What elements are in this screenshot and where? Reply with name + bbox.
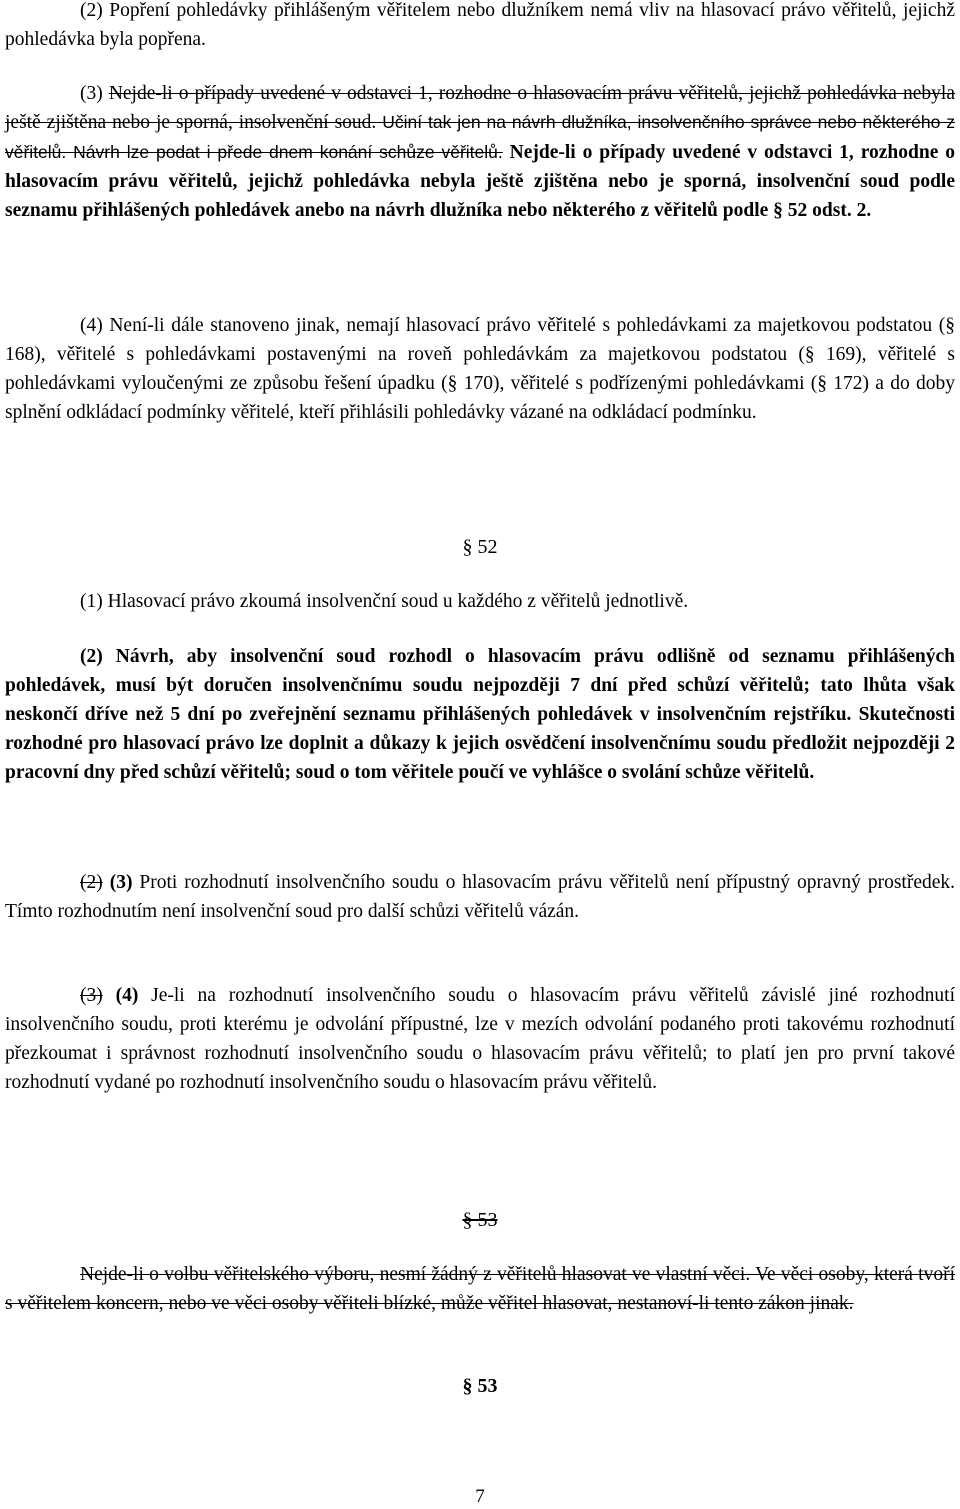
inserted-text: Nejde-li o případy uvedené v odstavci 1, rozhodne o hlasovacím právu věřitelů, jejichž pohledávka nebyla ještě zjištěna nebo je sporná, insolvenční soud podle seznamu přihlášených pohledávek anebo na návrh dlužníka nebo některého z věřitelů podle § 52 odst. 2. xyxy=(5,141,955,222)
section-heading-52: § 52 xyxy=(462,536,498,558)
paragraph-4-no-voting-rights xyxy=(5,311,955,427)
paragraph-text: (4) Není-li dále stanoveno jinak, nemají hlasovací právo věřitelé s pohledávkami za majetkovou podstatou (§ 168), věřitelé s pohledávkami postavenými na roveň pohledávkám za majetkovou podstatou (§ 169), věřitelé s pohledávkami vyloučenými ze způsobu řešení úpadku (§ 170), věřitelé s podřízenými pohledávkami (§ 172) a do doby splnění odkládací podmínky věřitelé, kteří přihlásili pohledávky vázané na odkládací podmínku. xyxy=(5,315,955,423)
new-paragraph-number: (3) xyxy=(109,872,133,893)
paragraph-text: Je-li na rozhodnutí insolvenčního soudu o hlasovacím právu věřitelů závislé jiné rozhodnutí insolvenčního soudu, proti kterému je odvolání přípustné, lze v mezích odvolání podaného proti takovému rozhodnutí přezkoumat i správnost rozhodnutí insolvenčního soudu o hlasovacím právu věřitelů; to platí jen pro první takové rozhodnutí vydané po rozhodnutí insolvenčního soudu o hlasovacím právu věřitelů. xyxy=(5,985,955,1093)
paragraph-2-contested-claims xyxy=(5,0,955,54)
section-heading-53-new: § 53 xyxy=(462,1375,498,1397)
old-paragraph-number: (3) xyxy=(80,985,103,1006)
paragraph-3-no-appeal xyxy=(5,868,955,926)
paragraph-4-dependent-decision xyxy=(5,981,955,1097)
section-heading-53-deleted: § 53 xyxy=(462,1209,498,1231)
paragraph-text: Proti rozhodnutí insolvenčního soudu o hlasovacím právu věřitelů není přípustný opravný prostředek. Tímto rozhodnutím není insolvenční soud pro další schůzi věřitelů vázán. xyxy=(5,872,956,922)
paragraph-3-voting-rights xyxy=(5,79,955,225)
page-number: 7 xyxy=(475,1486,485,1507)
paragraph-2-proposal xyxy=(5,642,955,787)
new-paragraph-number: (4) xyxy=(115,985,139,1006)
inserted-text: Návrh, aby insolvenční soud rozhodl o hlasovacím právu odlišně od seznamu přihlášených pohledávek, musí být doručen insolvenčnímu soudu nejpozději 7 dní před schůzí věřitelů; tato lhůta však neskončí dříve než 5 dní po zveřejnění seznamu přihlášených pohledávek v insolvenčním rejstříku. Skutečnosti rozhodné pro hlasovací právo lze doplnit a důkazy k jejich osvědčení insolvenčnímu soudu předložit nejpozději 2 pracovní dny před schůzí věřitelů; soud o tom věřitele poučí ve vyhlášce o svolání schůze věřitelů. xyxy=(5,646,955,783)
paragraph-text: (2) Popření pohledávky přihlášeným věřitelem nebo dlužníkem nemá vliv na hlasovací právo věřitelů, jejichž pohledávka byla popřena. xyxy=(5,0,955,50)
deleted-text-sans: Učiní tak jen na návrh dlužníka, insolvenčního správce nebo některého z věřitelů. Návrh lze podat i přede dnem konání schůze věřitelů. xyxy=(5,112,955,162)
paragraph-number: (2) xyxy=(80,646,103,667)
paragraph-1-examination xyxy=(5,587,955,616)
deleted-text: Nejde-li o případy uvedené v odstavci 1, rozhodne o hlasovacím právu věřitelů, jejichž pohledávka nebyla ještě zjištěna nebo je sporná, insolvenční soud. xyxy=(5,83,955,134)
paragraph-text: (1) Hlasovací právo zkoumá insolvenční soud u každého z věřitelů jednotlivě. xyxy=(80,591,689,612)
paragraph-number: (3) xyxy=(80,83,109,104)
paragraph-53-deleted-text xyxy=(5,1260,955,1318)
deleted-text: Nejde-li o volbu věřitelského výboru, nesmí žádný z věřitelů hlasovat ve vlastní věci. Ve věci osoby, která tvoří s věřitelem koncern, nebo ve věci osoby věřiteli blízké, může věřitel hlasovat, nestanoví-li tento zákon jinak. xyxy=(5,1264,955,1314)
old-paragraph-number: (2) xyxy=(80,872,103,893)
